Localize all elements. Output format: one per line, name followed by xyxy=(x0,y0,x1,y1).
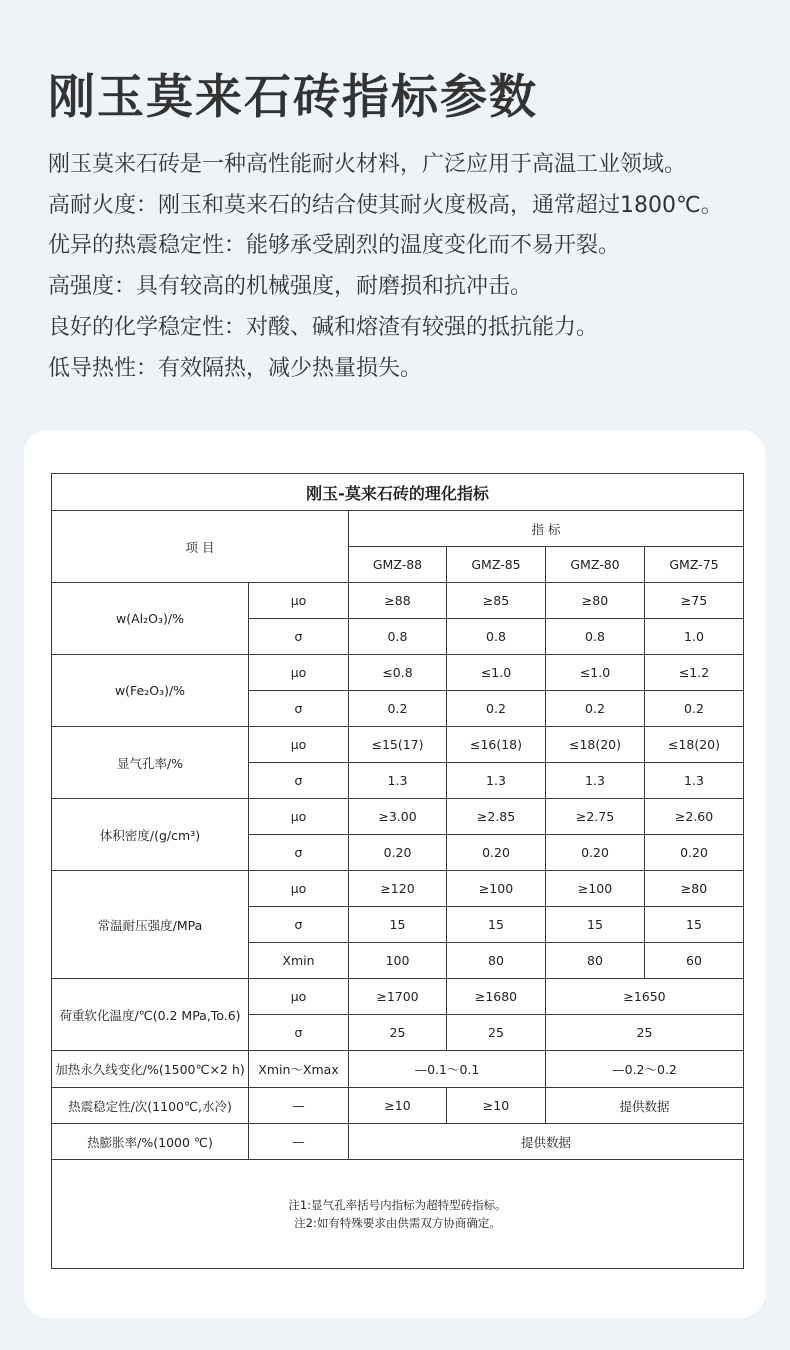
table-cell: ≥2.85 xyxy=(447,799,546,835)
symbol-mu: μo xyxy=(249,583,349,619)
table-cell: 60 xyxy=(645,943,744,979)
row-label-fe2o3: w(Fe₂O₃)/% xyxy=(52,655,249,727)
grade-header: GMZ-88 xyxy=(349,547,447,583)
table-cell: ≤18(20) xyxy=(546,727,645,763)
row-label-strength: 常温耐压强度/MPa xyxy=(52,871,249,979)
table-cell: 0.2 xyxy=(645,691,744,727)
table-cell: ≤1.2 xyxy=(645,655,744,691)
table-cell: 1.3 xyxy=(349,763,447,799)
row-label-expansion: 热膨胀率/%(1000 ℃) xyxy=(52,1124,249,1160)
table-cell: 0.2 xyxy=(447,691,546,727)
table-cell: 0.2 xyxy=(546,691,645,727)
table-cell: ≥100 xyxy=(447,871,546,907)
table-cell: ≥88 xyxy=(349,583,447,619)
symbol-mu: μo xyxy=(249,871,349,907)
table-cell: 25 xyxy=(546,1015,744,1051)
grade-header: GMZ-75 xyxy=(645,547,744,583)
row-label-linear-change: 加热永久线变化/%(1500℃×2 h) xyxy=(52,1051,249,1088)
grade-header: GMZ-80 xyxy=(546,547,645,583)
intro-text xyxy=(48,145,778,389)
symbol-mu: μo xyxy=(249,799,349,835)
symbol-sigma: σ xyxy=(249,691,349,727)
table-cell: ≤1.0 xyxy=(546,655,645,691)
table-cell: 0.20 xyxy=(645,835,744,871)
table-cell: 0.20 xyxy=(447,835,546,871)
index-header: 指 标 xyxy=(349,511,744,547)
intro-line: 刚玉莫来石砖是一种高性能耐火材料，广泛应用于高温工业领域。 xyxy=(48,152,687,177)
table-cell: —0.1～0.1 xyxy=(349,1051,546,1088)
grade-header: GMZ-85 xyxy=(447,547,546,583)
row-label-softening: 荷重软化温度/℃(0.2 MPa,To.6) xyxy=(52,979,249,1051)
table-cell: ≥10 xyxy=(349,1088,447,1124)
symbol-mu: μo xyxy=(249,727,349,763)
table-cell: 0.8 xyxy=(546,619,645,655)
symbol-sigma: σ xyxy=(249,907,349,943)
intro-line: 高耐火度：刚玉和莫来石的结合使其耐火度极高，通常超过1800℃。 xyxy=(48,192,723,218)
table-cell: ≥1650 xyxy=(546,979,744,1015)
table-cell: 提供数据 xyxy=(546,1088,744,1124)
table-cell: 1.3 xyxy=(645,763,744,799)
table-cell: ≥1680 xyxy=(447,979,546,1015)
table-cell: 1.3 xyxy=(447,763,546,799)
intro-line: 良好的化学稳定性：对酸、碱和熔渣有较强的抵抗能力。 xyxy=(48,314,599,340)
table-cell: 15 xyxy=(349,907,447,943)
row-label-thermal-shock: 热震稳定性/次(1100℃,水冷) xyxy=(52,1088,249,1124)
symbol-range: Xmin～Xmax xyxy=(249,1051,349,1088)
table-cell: 100 xyxy=(349,943,447,979)
intro-line: 低导热性：有效隔热，减少热量损失。 xyxy=(48,355,423,381)
table-cell: ≥3.00 xyxy=(349,799,447,835)
table-cell: 提供数据 xyxy=(349,1124,744,1160)
table-cell: 15 xyxy=(546,907,645,943)
table-cell: 0.8 xyxy=(447,619,546,655)
table-caption: 刚玉-莫来石砖的理化指标 xyxy=(52,474,744,511)
symbol-sigma: σ xyxy=(249,1015,349,1051)
table-cell: 25 xyxy=(349,1015,447,1051)
symbol-mu: μo xyxy=(249,655,349,691)
symbol-xmin: Xmin xyxy=(249,943,349,979)
table-cell: 80 xyxy=(447,943,546,979)
table-cell: 80 xyxy=(546,943,645,979)
intro-line: 优异的热震稳定性：能够承受剧烈的温度变化而不易开裂。 xyxy=(48,233,621,259)
note-line: 注2:如有特殊要求由供需双方协商确定。 xyxy=(294,1216,501,1230)
table-cell: —0.2～0.2 xyxy=(546,1051,744,1088)
page-title: 刚玉莫来石砖指标参数 xyxy=(48,70,538,125)
table-cell: 0.20 xyxy=(349,835,447,871)
symbol-dash: — xyxy=(249,1124,349,1160)
row-label-density: 体积密度/(g/cm³) xyxy=(52,799,249,871)
symbol-sigma: σ xyxy=(249,619,349,655)
table-cell: 15 xyxy=(645,907,744,943)
table-notes xyxy=(52,1160,744,1269)
table-cell: ≥75 xyxy=(645,583,744,619)
table-cell: ≥2.75 xyxy=(546,799,645,835)
table-cell: 15 xyxy=(447,907,546,943)
row-label-al2o3: w(Al₂O₃)/% xyxy=(52,583,249,655)
symbol-dash: — xyxy=(249,1088,349,1124)
symbol-sigma: σ xyxy=(249,763,349,799)
table-cell: 0.20 xyxy=(546,835,645,871)
row-label-porosity: 显气孔率/% xyxy=(52,727,249,799)
table-cell: ≤16(18) xyxy=(447,727,546,763)
table-cell: ≥80 xyxy=(645,871,744,907)
table-cell: ≥100 xyxy=(546,871,645,907)
table-cell: ≥1700 xyxy=(349,979,447,1015)
symbol-mu: μo xyxy=(249,979,349,1015)
table-cell: ≥85 xyxy=(447,583,546,619)
table-cell: ≤18(20) xyxy=(645,727,744,763)
table-cell: 25 xyxy=(447,1015,546,1051)
table-cell: ≤0.8 xyxy=(349,655,447,691)
table-cell: 1.3 xyxy=(546,763,645,799)
table-cell: 0.2 xyxy=(349,691,447,727)
table-cell: ≥80 xyxy=(546,583,645,619)
note-line: 注1:显气孔率括号内指标为超特型砖指标。 xyxy=(288,1198,507,1212)
table-cell: 0.8 xyxy=(349,619,447,655)
table-cell: ≤15(17) xyxy=(349,727,447,763)
table-cell: ≤1.0 xyxy=(447,655,546,691)
table-cell: ≥2.60 xyxy=(645,799,744,835)
spec-table xyxy=(51,473,744,1269)
table-cell: ≥120 xyxy=(349,871,447,907)
table-cell: 1.0 xyxy=(645,619,744,655)
symbol-sigma: σ xyxy=(249,835,349,871)
table-cell: ≥10 xyxy=(447,1088,546,1124)
item-header: 项 目 xyxy=(52,511,349,583)
intro-line: 高强度：具有较高的机械强度，耐磨损和抗冲击。 xyxy=(48,274,533,300)
